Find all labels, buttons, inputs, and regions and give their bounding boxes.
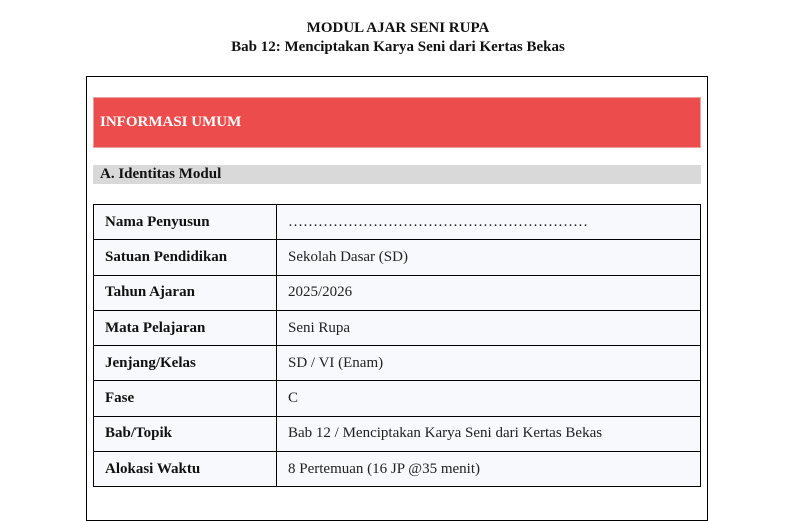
table-row <box>94 275 701 310</box>
row-label: Satuan Pendidikan <box>94 240 277 275</box>
table-row <box>94 310 701 345</box>
row-label: Alokasi Waktu <box>94 452 277 487</box>
table-row <box>94 452 701 487</box>
row-value: SD / VI (Enam) <box>277 346 701 381</box>
table-row <box>94 240 701 275</box>
row-label: Mata Pelajaran <box>94 310 277 345</box>
row-label: Jenjang/Kelas <box>94 346 277 381</box>
document-title: MODUL AJAR SENI RUPA <box>306 20 490 36</box>
table-row <box>94 205 701 240</box>
section-banner: INFORMASI UMUM <box>93 97 701 148</box>
row-value: Bab 12 / Menciptakan Karya Seni dari Kertas Bekas <box>277 416 701 451</box>
row-label: Nama Penyusun <box>94 205 277 240</box>
table-row <box>94 346 701 381</box>
row-value: 8 Pertemuan (16 JP @35 menit) <box>277 452 701 487</box>
document-subtitle: Bab 12: Menciptakan Karya Seni dari Kertas Bekas <box>231 39 565 55</box>
row-label: Fase <box>94 381 277 416</box>
table-row <box>94 381 701 416</box>
row-value: C <box>277 381 701 416</box>
row-label: Bab/Topik <box>94 416 277 451</box>
row-value: …………………………………………………… <box>277 205 701 240</box>
table-row <box>94 416 701 451</box>
identity-table <box>93 204 701 487</box>
row-value: Seni Rupa <box>277 310 701 345</box>
row-value: Sekolah Dasar (SD) <box>277 240 701 275</box>
row-value: 2025/2026 <box>277 275 701 310</box>
identity-subheading: A. Identitas Modul <box>93 165 701 184</box>
row-label: Tahun Ajaran <box>94 275 277 310</box>
